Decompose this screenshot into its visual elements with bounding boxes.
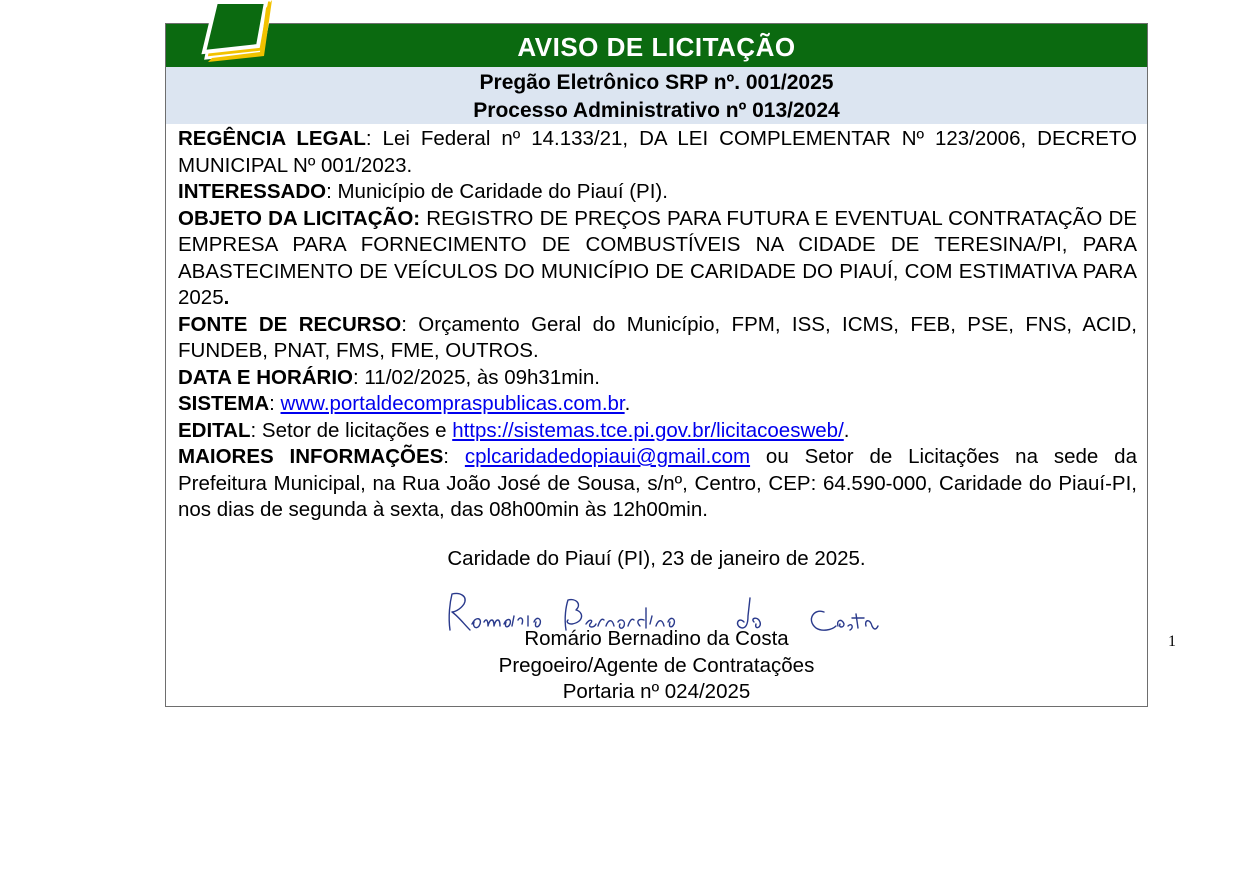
link-edital[interactable]: https://sistemas.tce.pi.gov.br/licitacoesweb/ xyxy=(452,418,844,442)
text-regencia: : Lei Federal nº 14.133/21, DA LEI COMPLEMENTAR Nº 123/2006, DECRETO MUNICIPAL Nº 001/2023. xyxy=(178,127,1138,177)
section-edital xyxy=(178,418,1137,445)
end-objeto: . xyxy=(223,286,230,309)
notice-body xyxy=(178,126,1137,524)
notice-box xyxy=(165,23,1148,707)
text-objeto: REGISTRO DE PREÇOS PARA FUTURA E EVENTUAL CONTRATAÇÃO DE EMPRESA PARA FORNECIMENTO DE COMBUSTÍVEIS NA CIDADE DE TERESINA/PI, PARA ABASTECIMENTO DE VEÍCULOS DO MUNICÍPIO DE CARIDADE DO PIAUÍ, COM ESTIMATIVA PARA 2025 xyxy=(178,206,1137,309)
label-sistema: SISTEMA xyxy=(178,392,270,415)
signer-role: Pregoeiro/Agente de Contratações xyxy=(498,653,815,677)
notice-subtitle xyxy=(166,67,1147,124)
link-email[interactable]: cplcaridadedopiaui@gmail.com xyxy=(464,445,751,468)
section-informacoes xyxy=(178,444,1137,524)
label-informacoes: MAIORES INFORMAÇÕES xyxy=(178,445,444,468)
link-sistema[interactable]: www.portaldecompraspublicas.com.br xyxy=(280,392,625,415)
section-regencia xyxy=(178,126,1137,179)
section-fonte xyxy=(178,312,1137,365)
label-fonte: FONTE DE RECURSO xyxy=(178,312,402,336)
text-data-horario: : 11/02/2025, às 09h31min. xyxy=(353,365,600,389)
text-fonte: : Orçamento Geral do Município, FPM, ISS, ICMS, FEB, PSE, FNS, ACID, FUNDEB, PNAT, FMS, FME, OUTROS. xyxy=(178,312,1137,362)
end-edital: . xyxy=(843,418,850,442)
sep-sistema: : xyxy=(269,392,281,415)
section-objeto xyxy=(178,206,1137,312)
text-interessado: : Município de Caridade do Piauí (PI). xyxy=(326,180,668,203)
sep-informacoes: : xyxy=(443,445,465,468)
label-data-horario: DATA E HORÁRIO xyxy=(178,365,354,389)
section-sistema xyxy=(178,391,1137,418)
logo-icon xyxy=(200,0,280,74)
section-data-horario xyxy=(178,365,1137,392)
label-objeto: OBJETO DA LICITAÇÃO: xyxy=(178,206,421,230)
subtitle-pregao: Pregão Eletrônico SRP nº. 001/2025 xyxy=(479,71,834,94)
handwritten-signature xyxy=(444,586,879,656)
label-interessado: INTERESSADO xyxy=(178,180,327,203)
section-interessado xyxy=(178,179,1137,206)
signer-name: Romário Bernadino da Costa xyxy=(524,627,789,650)
page-number: 1 xyxy=(1168,633,1176,650)
text-informacoes: ou Setor de Licitações na sede da Prefeitura Municipal, na Rua João José de Sousa, s/nº, Centro, CEP: 64.590-000, Caridade do Piauí-PI, nos dias de segunda à sexta, das 08h00min às 12h00min. xyxy=(178,445,1137,521)
text-edital: : Setor de licitações e xyxy=(250,418,453,442)
notice-title: AVISO DE LICITAÇÃO xyxy=(166,24,1147,67)
signer-portaria: Portaria nº 024/2025 xyxy=(562,680,751,703)
label-regencia: REGÊNCIA LEGAL xyxy=(178,127,366,150)
end-sistema: . xyxy=(624,392,631,415)
subtitle-processo: Processo Administrativo nº 013/2024 xyxy=(473,99,840,122)
closing-date: Caridade do Piauí (PI), 23 de janeiro de 2025. xyxy=(447,547,866,570)
label-edital: EDITAL xyxy=(178,418,251,442)
